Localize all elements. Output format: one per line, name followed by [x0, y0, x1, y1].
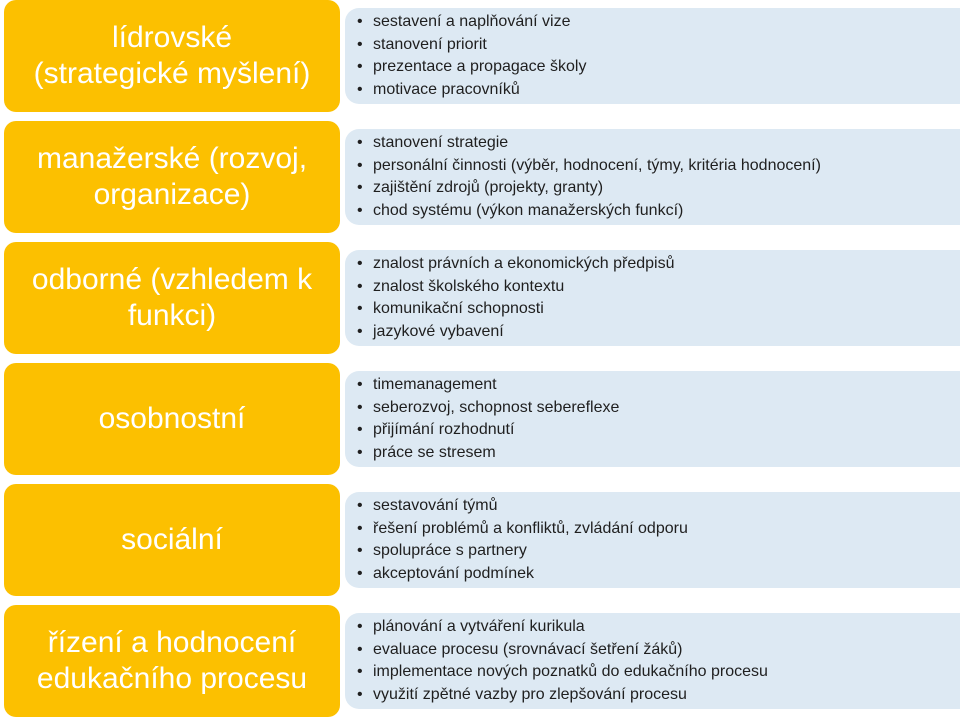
bullet-icon: •: [357, 58, 363, 75]
row-social: [0, 484, 960, 596]
list-item-text: znalost školského kontextu: [373, 277, 565, 295]
list-item: [357, 661, 960, 684]
list-item: [357, 540, 960, 563]
bullet-icon: •: [357, 398, 363, 416]
list-item: [357, 495, 960, 518]
category-box-social: [4, 484, 340, 596]
list-item: [357, 79, 960, 102]
list-item-text: implementace nových poznatků do edukačního procesu: [373, 663, 768, 680]
list-item: [357, 684, 960, 707]
category-label-line: edukačního procesu: [36, 662, 308, 695]
list-item-text: sestavení a naplňování vize: [373, 13, 571, 30]
list-item: [357, 321, 960, 344]
category-label-line: manažerské (rozvoj,: [36, 142, 308, 175]
category-box-leadership: [4, 0, 340, 112]
list-item: [357, 397, 960, 420]
items-panel-professional: [345, 250, 960, 346]
list-item-text: motivace pracovníků: [373, 80, 520, 98]
row-educational-process: [0, 605, 960, 717]
row-leadership: [0, 0, 960, 112]
bullet-icon: •: [357, 35, 363, 53]
row-managerial: [0, 121, 960, 233]
list-item-text: chod systému (výkon manažerských funkcí): [373, 201, 684, 219]
bullet-icon: •: [357, 618, 363, 635]
list-item: [357, 200, 960, 223]
list-item: [357, 177, 960, 200]
list-item-text: plánování a vytváření kurikula: [373, 618, 585, 635]
items-list: [357, 132, 960, 222]
category-label-line: sociální: [121, 523, 223, 556]
list-item-text: stanovení strategie: [373, 134, 509, 151]
bullet-icon: •: [357, 179, 363, 196]
list-item-text: sestavování týmů: [373, 497, 498, 514]
items-panel-personal: [345, 371, 960, 467]
items-list: [357, 495, 960, 585]
row-personal: [0, 363, 960, 475]
bullet-icon: •: [357, 421, 363, 438]
list-item-text: znalost právních a ekonomických předpisů: [373, 255, 675, 272]
items-panel-social: [345, 492, 960, 588]
list-item: [357, 155, 960, 178]
list-item-text: práce se stresem: [373, 443, 496, 461]
list-item-text: řešení problémů a konfliktů, zvládání odporu: [373, 519, 688, 537]
list-item-text: evaluace procesu (srovnávací šetření žáků): [373, 640, 683, 658]
bullet-icon: •: [357, 201, 363, 219]
list-item: [357, 11, 960, 34]
list-item-text: spolupráce s partnery: [373, 542, 527, 559]
bullet-icon: •: [357, 519, 363, 537]
bullet-icon: •: [357, 13, 363, 30]
list-item: [357, 419, 960, 442]
category-label-line: odborné (vzhledem k: [31, 263, 313, 296]
bullet-icon: •: [357, 497, 363, 514]
category-box-personal: [4, 363, 340, 475]
list-item: [357, 34, 960, 57]
bullet-icon: •: [357, 277, 363, 295]
category-label-line: řízení a hodnocení: [47, 626, 297, 659]
items-panel-leadership: [345, 8, 960, 104]
category-label-line: osobnostní: [98, 402, 246, 435]
list-item-text: stanovení priorit: [373, 35, 487, 53]
bullet-icon: •: [357, 663, 363, 680]
bullet-icon: •: [357, 156, 363, 174]
bullet-icon: •: [357, 255, 363, 272]
list-item-text: timemanagement: [373, 376, 497, 393]
list-item: [357, 56, 960, 79]
items-list: [357, 253, 960, 343]
category-label-line: organizace): [93, 178, 251, 211]
list-item-text: seberozvoj, schopnost sebereflexe: [373, 398, 620, 416]
list-item: [357, 132, 960, 155]
list-item-text: přijímání rozhodnutí: [373, 421, 515, 438]
list-item: [357, 563, 960, 586]
list-item: [357, 616, 960, 639]
bullet-icon: •: [357, 376, 363, 393]
items-list: [357, 374, 960, 464]
bullet-icon: •: [357, 322, 363, 340]
list-item: [357, 639, 960, 662]
list-item-text: zajištění zdrojů (projekty, granty): [373, 179, 604, 196]
list-item-text: komunikační schopnosti: [373, 300, 544, 317]
items-list: [357, 11, 960, 101]
list-item: [357, 442, 960, 465]
bullet-icon: •: [357, 542, 363, 559]
list-item: [357, 518, 960, 541]
list-item-text: personální činnosti (výběr, hodnocení, týmy, kritéria hodnocení): [373, 156, 821, 174]
category-box-professional: [4, 242, 340, 354]
bullet-icon: •: [357, 564, 363, 582]
items-panel-managerial: [345, 129, 960, 225]
category-box-managerial: [4, 121, 340, 233]
list-item-text: akceptování podmínek: [373, 564, 534, 582]
category-label-line: lídrovské: [111, 21, 233, 54]
category-box-educational-process: [4, 605, 340, 717]
row-professional: [0, 242, 960, 354]
list-item: [357, 253, 960, 276]
bullet-icon: •: [357, 300, 363, 317]
list-item-text: prezentace a propagace školy: [373, 58, 587, 75]
bullet-icon: •: [357, 640, 363, 658]
items-list: [357, 616, 960, 706]
bullet-icon: •: [357, 443, 363, 461]
list-item: [357, 374, 960, 397]
list-item: [357, 276, 960, 299]
items-panel-educational-process: [345, 613, 960, 709]
bullet-icon: •: [357, 134, 363, 151]
bullet-icon: •: [357, 80, 363, 98]
category-label-line: funkci): [127, 299, 217, 332]
category-label-line: (strategické myšlení): [33, 57, 311, 90]
bullet-icon: •: [357, 685, 363, 703]
list-item-text: jazykové vybavení: [373, 322, 504, 340]
list-item-text: využití zpětné vazby pro zlepšování procesu: [373, 685, 687, 703]
list-item: [357, 298, 960, 321]
